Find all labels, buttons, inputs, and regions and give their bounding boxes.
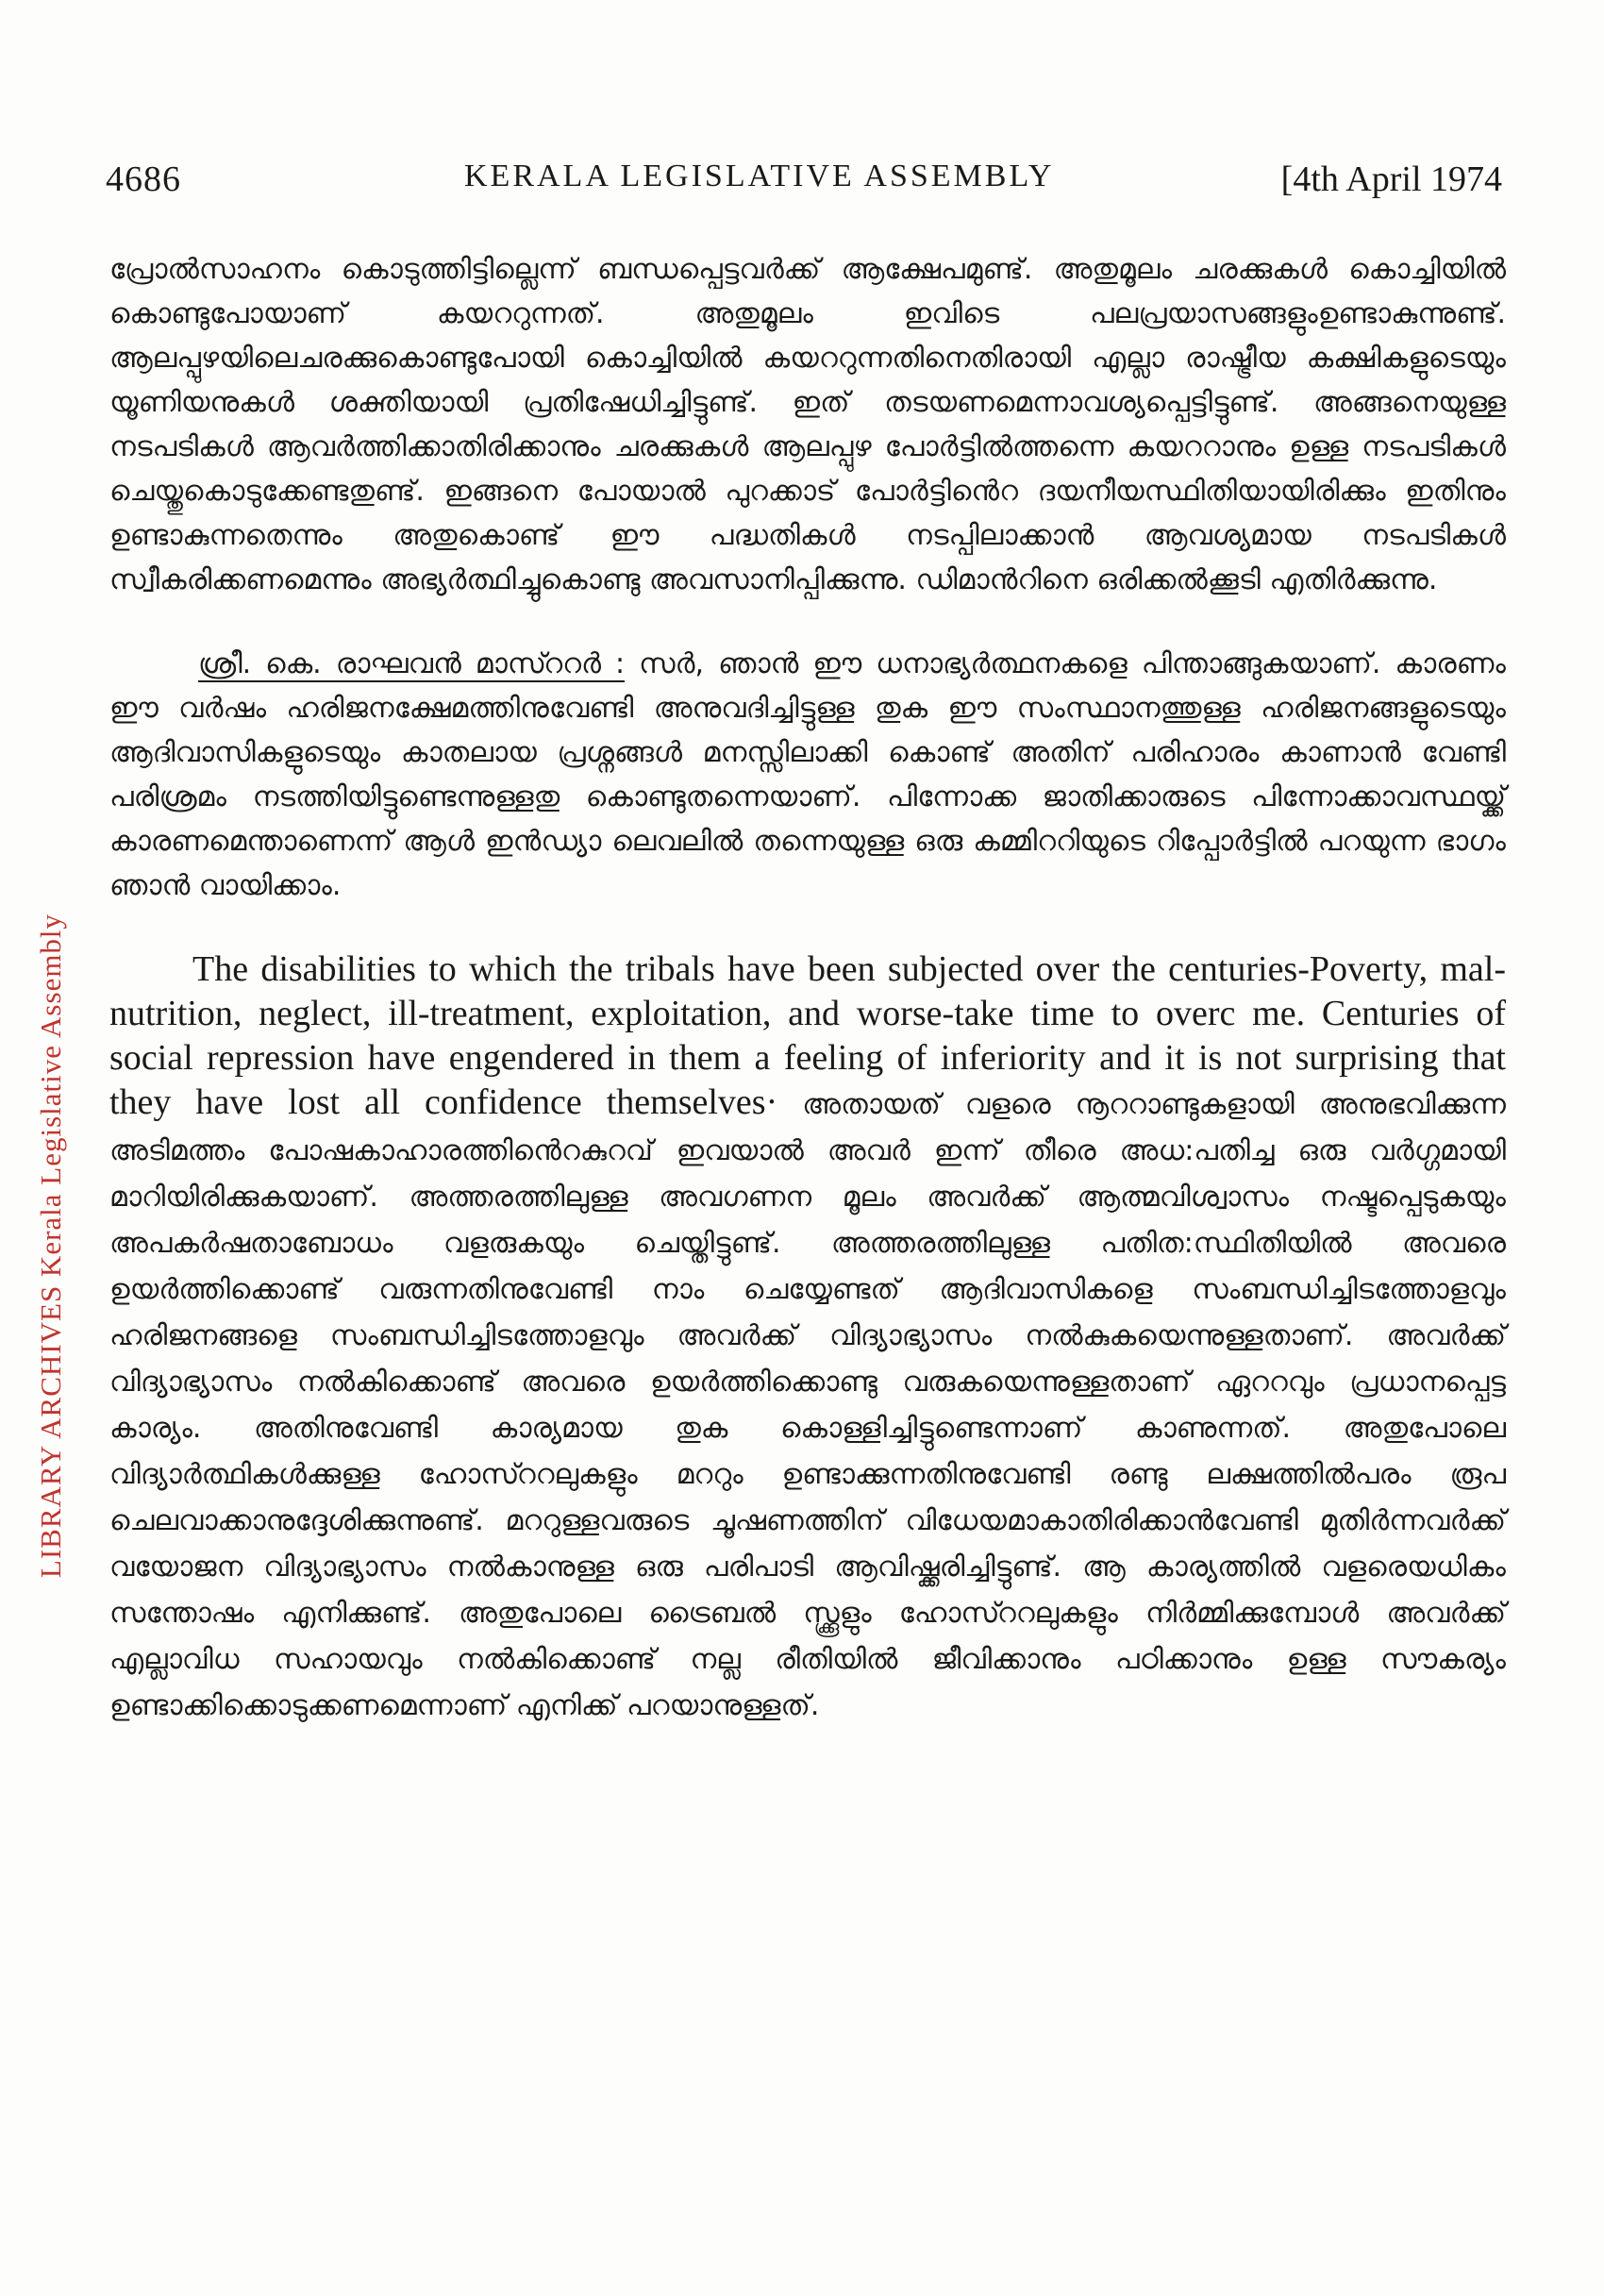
english-quote: The disabilities to which the tribals have been subjected over the centuries-Poverty, mal-nutrition, neglect, ill-treatment, exploitation, and worse-take time to overc me. Centuries of social repression have engendered in them a feeling of inferiority and it is not surprising that they have lost all confidence themselves· xyxy=(109,949,1506,1122)
document-body xyxy=(109,247,1506,1728)
paragraph-1: പ്രോൽസാഹനം കൊടുത്തിട്ടില്ലെന്ന് ബന്ധപ്പെട്ടവർക്ക് ആക്ഷേപമുണ്ട്. അതുമൂലം ചരക്കുകൾ കൊച്ചിയിൽ കൊണ്ടുപോയാണ് കയററുന്നത്. അതുമൂലം ഇവിടെ പലപ്രയാസങ്ങളുംഉണ്ടാകുന്നുണ്ട്. ആലപ്പുഴയിലെചരക്കുകൊണ്ടുപോയി കൊച്ചിയിൽ കയററുന്നതിനെതിരായി എല്ലാ രാഷ്ട്രീയ കക്ഷികളുടെയും യൂണിയനുകൾ ശക്തിയായി പ്രതിഷേധിച്ചിട്ടുണ്ട്. ഇത് തടയണമെന്നാവശ്യപ്പെട്ടിട്ടുണ്ട്. അങ്ങനെയുള്ള നടപടികൾ ആവർത്തിക്കാതിരിക്കാനും ചരക്കുകൾ ആലപ്പുഴ പോർട്ടിൽത്തന്നെ കയററാനും ഉള്ള നടപടികൾ ചെയ്തുകൊടുക്കേണ്ടതുണ്ട്. ഇങ്ങനെ പോയാൽ പുറക്കാട് പോർട്ടിൻെറ ദയനീയസ്ഥിതിയായിരിക്കും ഇതിനും ഉണ്ടാകുന്നതെന്നും അതുകൊണ്ട് ഈ പദ്ധതികൾ നടപ്പിലാക്കാൻ ആവശ്യമായ നടപടികൾ സ്വീകരിക്കണമെന്നും അഭ്യർത്ഥിച്ചുകൊണ്ടു അവസാനിപ്പിക്കുന്നു. ഡിമാൻറിനെ ഒരിക്കൽക്കൂടി എതിർക്കുന്നു. xyxy=(109,253,1506,596)
running-title: KERALA LEGISLATIVE ASSEMBLY xyxy=(464,159,1055,193)
paragraph-2-text: സർ, ഞാൻ ഈ ധനാഭ്യർത്ഥനകളെ പിന്താങ്ങുകയാണ്. കാരണം ഈ വർഷം ഹരിജനക്ഷേമത്തിനുവേണ്ടി അനുവദിച്ചിട്ടുള്ള തുക ഈ സംസ്ഥാനത്തുള്ള ഹരിജനങ്ങളുടെയും ആദിവാസികളുടെയും കാതലായ പ്രശ്നങ്ങൾ മനസ്സിലാക്കി കൊണ്ട് അതിന് പരിഹാരം കാണാൻ വേണ്ടി പരിശ്രമം നടത്തിയിട്ടുണ്ടെന്നുള്ളതു കൊണ്ടുതന്നെയാണ്. പിന്നോക്ക ജാതിക്കാരുടെ പിന്നോക്കാവസ്ഥയ്ക്ക് കാരണമെന്താണെന്ന് ആൾ ഇൻഡ്യാ ലെവലിൽ തന്നെയുള്ള ഒരു കമ്മിററിയുടെ റിപ്പോർട്ടിൽ പറയുന്ന ഭാഗം ഞാൻ വായിക്കാം. xyxy=(109,647,1506,902)
speaker-name: ശ്രീ. കെ. രാഘവൻ മാസ്ററർ : xyxy=(198,647,626,680)
paragraph-3 xyxy=(109,947,1506,1728)
page-header xyxy=(106,159,1502,215)
page-number: 4686 xyxy=(106,159,181,199)
archive-watermark: LIBRARY ARCHIVES Kerala Legislative Assembly xyxy=(34,913,67,1579)
paragraph-2 xyxy=(109,642,1506,908)
header-date: [4th April 1974 xyxy=(1280,159,1502,199)
paragraph-3-text: അതായത് വളരെ നൂററാണ്ടുകളായി അനുഭവിക്കുന്ന അടിമത്തം പോഷകാഹാരത്തിൻെറകുറവ് ഇവയാൽ അവർ ഇന്ന് തീരെ അധ:പതിച്ച ഒരു വർഗ്ഗമായി മാറിയിരിക്കുകയാണ്. അത്തരത്തിലുള്ള അവഗണന മൂലം അവർക്ക് ആത്മവിശ്വാസം നഷ്ടപ്പെടുകയും അപകർഷതാബോധം വളരുകയും ചെയ്തിട്ടുണ്ട്. അത്തരത്തിലുള്ള പതിത:സ്ഥിതിയിൽ അവരെ ഉയർത്തിക്കൊണ്ട് വരുന്നതിനുവേണ്ടി നാം ചെയ്യേണ്ടത് ആദിവാസികളെ സംബന്ധിച്ചിടത്തോളവും ഹരിജനങ്ങളെ സംബന്ധിച്ചിടത്തോളവും അവർക്ക് വിദ്യാഭ്യാസം നൽകുകയെന്നുള്ളതാണ്. അവർക്ക് വിദ്യാഭ്യാസം നൽകിക്കൊണ്ട് അവരെ ഉയർത്തിക്കൊണ്ടു വരുകയെന്നുള്ളതാണ് ഏററവും പ്രധാനപ്പെട്ട കാര്യം. അതിനുവേണ്ടി കാര്യമായ തുക കൊള്ളിച്ചിട്ടുണ്ടെന്നാണ് കാണുന്നത്. അതുപോലെ വിദ്യാർത്ഥികൾക്കുള്ള ഹോസ്ററലുകളും മററും ഉണ്ടാക്കുന്നതിനുവേണ്ടി രണ്ടു ലക്ഷത്തിൽപരം രൂപ ചെലവാക്കാനുദ്ദേശിക്കുന്നുണ്ട്. മററുള്ളവരുടെ ചൂഷണത്തിന് വിധേയമാകാതിരിക്കാൻവേണ്ടി മുതിർന്നവർക്ക് വയോജന വിദ്യാഭ്യാസം നൽകാനുള്ള ഒരു പരിപാടി ആവിഷ്ക്കരിച്ചിട്ടുണ്ട്. ആ കാര്യത്തിൽ വളരെയധികം സന്തോഷം എനിക്കുണ്ട്. അതുപോലെ ട്രൈബൽ സ്ക്കൂളും ഹോസ്ററലുകളും നിർമ്മിക്കുമ്പോൾ അവർക്ക് എല്ലാവിധ സഹായവും നൽകിക്കൊണ്ട് നല്ല രീതിയിൽ ജീവിക്കാനും പഠിക്കാനും ഉള്ള സൗകര്യം ഉണ്ടാക്കിക്കൊടുക്കണമെന്നാണ് എനിക്ക് പറയാനുള്ളത്. xyxy=(109,1088,1506,1722)
